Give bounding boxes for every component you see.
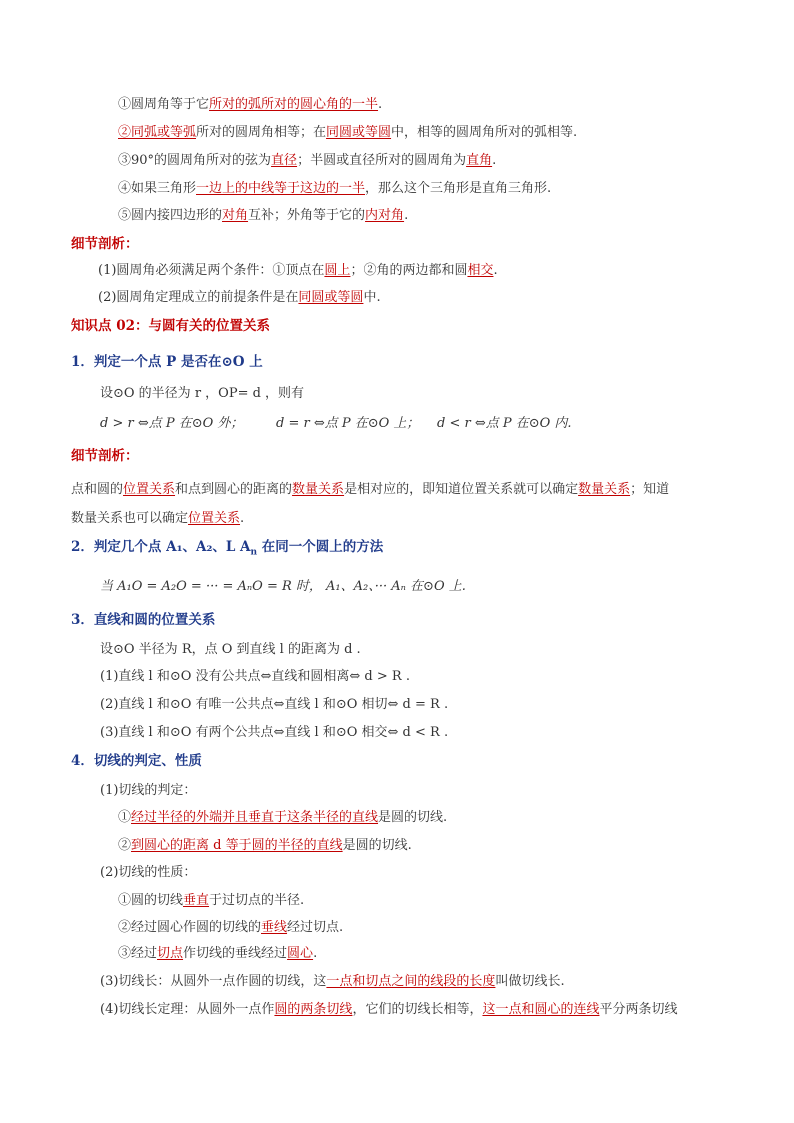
section-1-case-on: d = r ⇔点 P 在⊙O 上； [276,416,420,431]
tangent-property-3: ③经过切点作切线的垂线经过圆心. [118,946,318,961]
section-4-title: 4．切线的判定、性质 [71,753,202,769]
section-1-line-1: 设⊙O 的半径为 r ，OP= d ，则有 [100,386,305,401]
detail-heading-1: 细节剖析： [71,236,139,252]
section-3-line-3: (2)直线 l 和⊙O 有唯一公共点⇔直线 l 和⊙O 相切⇔ d = R . [100,697,449,712]
tangent-property-1: ①圆的切线垂直于过切点的半径. [118,893,305,908]
knowledge-heading: 知识点 02：与圆有关的位置关系 [71,318,270,334]
tangent-property-title: (2)切线的性质： [100,865,197,880]
section-3-line-4: (3)直线 l 和⊙O 有两个公共点⇔直线 l 和⊙O 相交⇔ d < R . [100,725,449,740]
section-3-line-1: 设⊙O 半径为 R，点 O 到直线 l 的距离为 d . [100,642,361,657]
theorem-item-5: ⑤圆内接四边形的对角互补；外角等于它的内对角. [118,208,409,223]
section-1-case-inside: d < r ⇔点 P 在⊙O 内. [437,416,572,431]
section-2-line: 当 A₁O = A₂O = ··· = AₙO = R 时， A₁、A₂、··· Aₙ 在⊙O 上. [100,579,466,594]
tangent-property-2: ②经过圆心作圆的切线的垂线经过切点. [118,920,344,935]
detail-heading-2: 细节剖析： [71,448,139,464]
detail-1-item-1: (1)圆周角必须满足两个条件：①顶点在圆上；②角的两边都和圆相交. [98,263,498,278]
tangent-judge-2: ②到圆心的距离 d 等于圆的半径的直线是圆的切线. [118,838,412,853]
section-3-title: 3．直线和圆的位置关系 [71,612,216,628]
detail-2-line-2: 数量关系也可以确定位置关系. [71,511,245,526]
theorem-item-2: ②同弧或等弧所对的圆周角相等；在同圆或等圆中，相等的圆周角所对的弧相等. [118,125,578,140]
detail-2-line-1: 点和圆的位置关系和点到圆心的距离的数量关系是相对应的，即知道位置关系就可以确定数量关系；知道 [71,482,670,497]
detail-1-item-2: (2)圆周角定理成立的前提条件是在同圆或等圆中. [98,290,381,305]
tangent-length-theorem: (4)切线长定理：从圆外一点作圆的两条切线，它们的切线长相等，这一点和圆心的连线平分两条切线 [100,1002,678,1017]
tangent-judge-title: (1)切线的判定： [100,783,197,798]
theorem-item-4: ④如果三角形一边上的中线等于这边的一半，那么这个三角形是直角三角形. [118,181,552,196]
section-2-title: 2．判定几个点 A₁、A₂、L $A_n$ 在同一个圆上的方法 [71,539,384,558]
theorem-item-3: ③90°的圆周角所对的弦为直径；半圆或直径所对的圆周角为直角. [118,153,497,168]
section-1-title: 1．判定一个点 P 是否在⊙O 上 [71,354,263,370]
section-1-case-outside: d > r ⇔点 P 在⊙O 外； [100,416,244,431]
tangent-length: (3)切线长：从圆外一点作圆的切线，这一点和切点之间的线段的长度叫做切线长. [100,974,565,989]
theorem-item-1: ①圆周角等于它所对的弧所对的圆心角的一半. [118,97,383,112]
section-3-line-2: (1)直线 l 和⊙O 没有公共点⇔直线和圆相离⇔ d > R . [100,669,410,684]
tangent-judge-1: ①经过半径的外端并且垂直于这条半径的直线是圆的切线. [118,810,448,825]
